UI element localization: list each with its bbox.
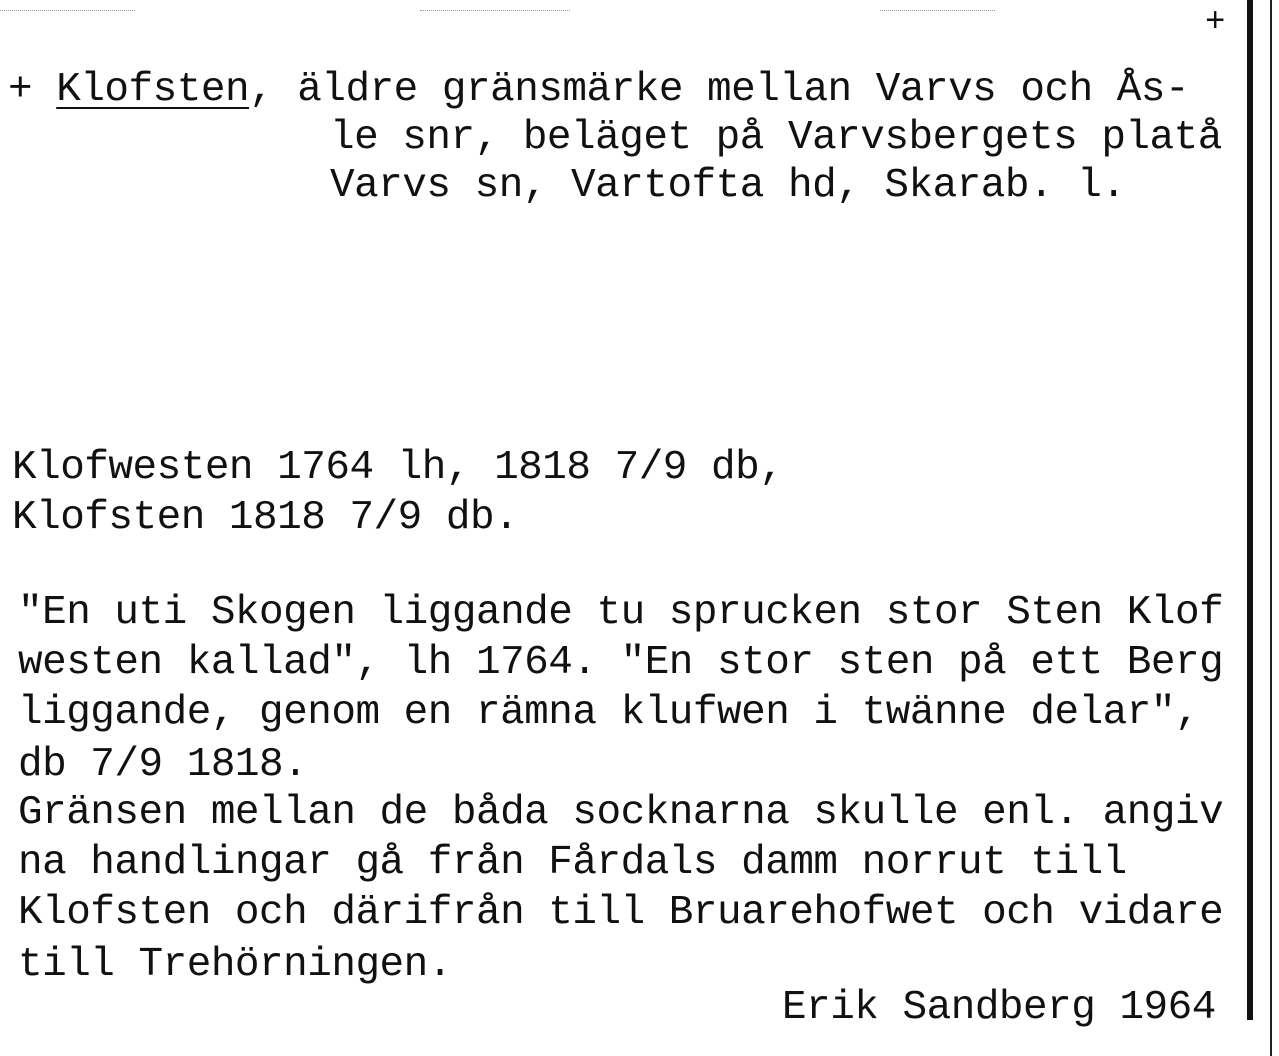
scan-edge <box>1270 0 1272 1056</box>
top-edge-trace <box>420 10 570 12</box>
form-line: Klofsten 1818 7/9 db. <box>12 495 519 541</box>
body-line: Gränsen mellan de båda socknarna skulle enl. angiv <box>18 790 1224 836</box>
entry-mark: + <box>8 67 33 113</box>
body-line: Klofsten och därifrån till Bruarehofwet och vidare <box>18 890 1224 936</box>
body-line: liggande, genom en rämna klufwen i twänne delar", <box>18 690 1200 736</box>
heading-line-2: le snr, beläget på Varvsbergets platå <box>330 115 1222 161</box>
form-line: Klofwesten 1764 lh, 1818 7/9 db, <box>12 445 784 491</box>
body-line: na handlingar gå från Fårdals damm norrut till <box>18 840 1127 886</box>
body-line: westen kallad", lh 1764. "En stor sten på ett Berg <box>18 640 1224 686</box>
card-right-border <box>1247 0 1253 1020</box>
top-edge-trace <box>880 10 995 12</box>
heading-line-1 <box>8 67 1190 113</box>
corner-mark: + <box>1205 4 1226 42</box>
headword: Klofsten <box>56 67 250 113</box>
body-line: "En uti Skogen liggande tu sprucken stor Sten Klof <box>18 590 1224 636</box>
top-edge-trace <box>0 10 135 12</box>
body-line: till Trehörningen. <box>18 942 452 988</box>
heading-line-3: Varvs sn, Vartofta hd, Skarab. l. <box>330 163 1126 209</box>
heading-rest: , äldre gränsmärke mellan Varvs och Ås- <box>249 67 1190 113</box>
signature: Erik Sandberg 1964 <box>782 985 1216 1031</box>
body-line: db 7/9 1818. <box>18 742 308 788</box>
